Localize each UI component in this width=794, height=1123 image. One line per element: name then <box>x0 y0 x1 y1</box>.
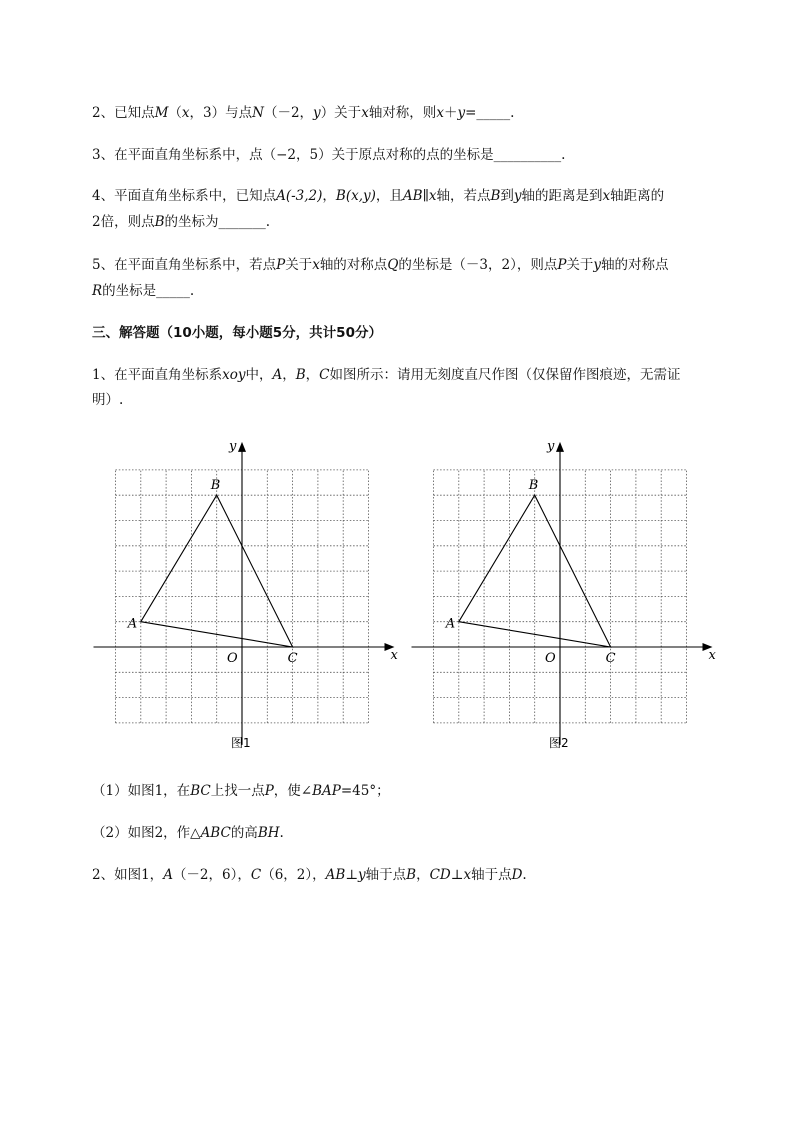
problem-1-sub2: （2）如图2，作△ABC的高BH. <box>92 825 284 841</box>
fig2-caption: 图2 <box>549 736 569 750</box>
question-4-line2: 2倍，则点B的坐标为_______. <box>92 214 271 230</box>
fig1-label-y: y <box>229 438 237 454</box>
section-heading: 三、解答题（10小题，每小题5分，共计50分） <box>92 325 382 341</box>
fig2-y-arrow <box>556 442 564 452</box>
fig1-caption: 图1 <box>231 736 251 750</box>
question-4-line1: 4、平面直角坐标系中，已知点A(-3,2)，B(x,y)，且AB∥x轴，若点B到y轴的距离是到x轴距离的 <box>92 188 665 204</box>
fig2-label-y: y <box>547 438 555 454</box>
fig2-label-c: C <box>605 651 616 666</box>
problem-1-line1: 1、在平面直角坐标系xoy中，A，B，C如图所示：请用无刻度直尺作图（仅保留作图痕迹，无需证 <box>92 367 681 383</box>
fig1-label-a: A <box>127 616 138 632</box>
fig1-y-arrow <box>238 442 246 452</box>
problem-2-line1: 2、如图1，A（－2，6），C（6，2），AB⊥y轴于点B，CD⊥x轴于点D. <box>92 867 527 883</box>
question-5-line1: 5、在平面直角坐标系中，若点P关于x轴的对称点Q的坐标是（－3，2），则点P关于y轴的对称点 <box>92 257 669 273</box>
question-2: 2、已知点M（x，3）与点N（－2，y）关于x轴对称，则x＋y=_____. <box>92 105 515 121</box>
fig1-label-c: C <box>287 651 298 666</box>
fig2-label-x: x <box>708 648 716 663</box>
fig1-label-b: B <box>210 478 221 494</box>
fig2-label-b: B <box>528 478 539 494</box>
fig1-label-origin: O <box>227 651 238 666</box>
question-3: 3、在平面直角坐标系中，点（−2，5）关于原点对称的点的坐标是__________. <box>92 147 566 163</box>
fig2-label-origin: O <box>545 651 556 666</box>
question-5-line2: R的坐标是_____. <box>92 283 195 299</box>
fig2-label-a: A <box>445 616 456 632</box>
fig1-label-x: x <box>390 648 398 663</box>
problem-1-sub1: （1）如图1，在BC上找一点P，使∠BAP=45°； <box>92 783 390 799</box>
problem-1-line2: 明）. <box>92 392 124 408</box>
